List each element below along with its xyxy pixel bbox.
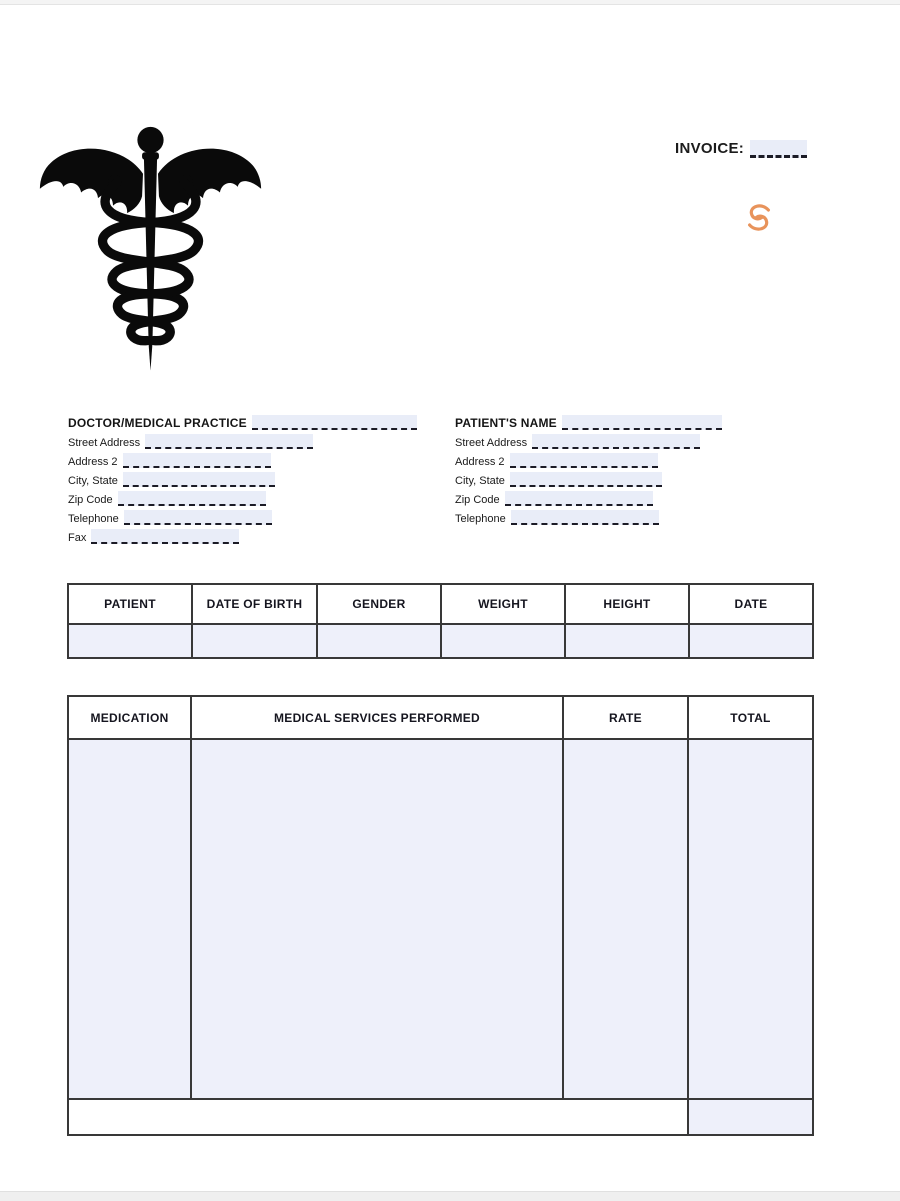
header-weight: WEIGHT	[441, 584, 565, 624]
invoice-number-row	[675, 140, 807, 158]
patient-telephone-label: Telephone	[455, 513, 506, 525]
patient-zip-label: Zip Code	[455, 494, 500, 506]
grand-total-value-cell[interactable]	[688, 1099, 813, 1135]
gender-cell[interactable]	[317, 624, 441, 658]
swirl-s-icon	[744, 203, 774, 232]
header-date: DATE	[689, 584, 813, 624]
provider-address2-field[interactable]	[123, 453, 271, 468]
header-date-of-birth: DATE OF BIRTH	[192, 584, 317, 624]
header-medical-services-performed: MEDICAL SERVICES PERFORMED	[191, 696, 563, 739]
patient-address2-field[interactable]	[510, 453, 658, 468]
services-body-row	[68, 739, 813, 1099]
weight-cell[interactable]	[441, 624, 565, 658]
provider-title: DOCTOR/MEDICAL PRACTICE	[68, 416, 247, 430]
date-cell[interactable]	[689, 624, 813, 658]
patient-cell[interactable]	[68, 624, 192, 658]
provider-zip-label: Zip Code	[68, 494, 113, 506]
provider-address-block	[68, 416, 417, 549]
invoice-number-field[interactable]	[750, 140, 807, 158]
grand-total-label-cell[interactable]	[68, 1099, 688, 1135]
provider-telephone-label: Telephone	[68, 513, 119, 525]
patient-street-label: Street Address	[455, 437, 528, 449]
header-height: HEIGHT	[565, 584, 689, 624]
patient-address2-label: Address 2	[455, 456, 505, 468]
patient-telephone-field[interactable]	[511, 510, 659, 525]
provider-street-label: Street Address	[68, 437, 141, 449]
total-cell[interactable]	[688, 739, 813, 1099]
patient-info-header-row	[68, 584, 813, 624]
patient-info-table	[67, 583, 814, 659]
patient-title: PATIENT'S NAME	[455, 416, 557, 430]
patient-city-state-label: City, State	[455, 475, 505, 487]
patient-name-field[interactable]	[562, 415, 722, 430]
provider-street-field[interactable]	[145, 434, 313, 449]
header-gender: GENDER	[317, 584, 441, 624]
provider-fax-field[interactable]	[91, 529, 239, 544]
services-header-row	[68, 696, 813, 739]
provider-address2-label: Address 2	[68, 456, 118, 468]
patient-street-field[interactable]	[532, 434, 700, 449]
provider-fax-label: Fax	[68, 532, 87, 544]
caduceus-icon	[38, 120, 263, 385]
provider-city-state-label: City, State	[68, 475, 118, 487]
date-of-birth-cell[interactable]	[192, 624, 317, 658]
rate-cell[interactable]	[563, 739, 688, 1099]
provider-zip-field[interactable]	[118, 491, 266, 506]
services-table	[67, 695, 814, 1136]
provider-telephone-field[interactable]	[124, 510, 272, 525]
patient-address-block	[455, 416, 722, 530]
page-top-edge	[0, 0, 900, 5]
patient-city-state-field[interactable]	[510, 472, 662, 487]
patient-zip-field[interactable]	[505, 491, 653, 506]
patient-info-input-row	[68, 624, 813, 658]
medication-cell[interactable]	[68, 739, 191, 1099]
provider-name-field[interactable]	[252, 415, 417, 430]
services-total-row	[68, 1099, 813, 1135]
medical-services-cell[interactable]	[191, 739, 563, 1099]
header-medication: MEDICATION	[68, 696, 191, 739]
provider-city-state-field[interactable]	[123, 472, 275, 487]
header-patient: PATIENT	[68, 584, 192, 624]
header-total: TOTAL	[688, 696, 813, 739]
invoice-label: INVOICE:	[675, 140, 745, 157]
header-rate: RATE	[563, 696, 688, 739]
height-cell[interactable]	[565, 624, 689, 658]
